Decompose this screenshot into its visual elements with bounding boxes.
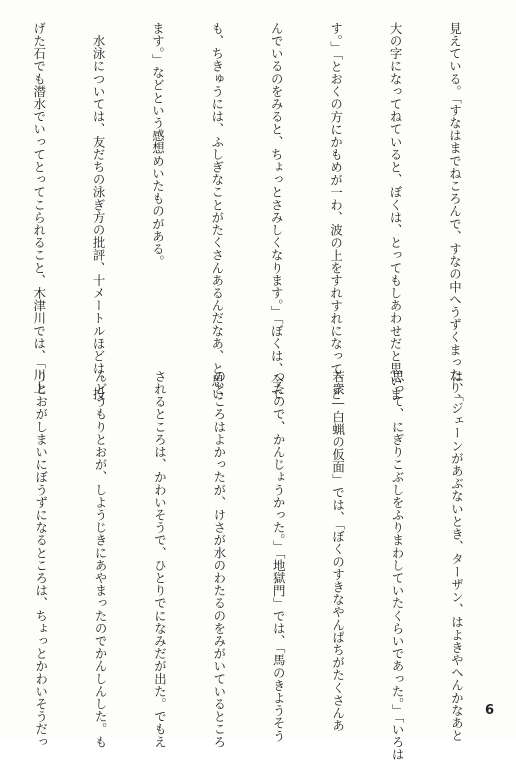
text-column: ます。」などという感想めいたものがある。 <box>150 22 166 268</box>
text-column: んどうもりとおが、しようじきにあやまったのでかんしんした。も <box>93 370 109 748</box>
text-column: 見えている。「すなはまでねころんで、すなの中へうずくまったり、 <box>447 22 463 407</box>
text-column: されるところは、かわいそうで、ひとりでになみだが出た。でもえ <box>152 370 168 748</box>
page-number: 6 <box>484 703 494 718</box>
text-column: げた石でも潜水でいってとってこられること、木津川では、「川上 <box>31 22 47 394</box>
text-column: 若衆―白蝋の仮面」では、「ぼくのすきなやんぱちがたくさんあ <box>330 370 346 732</box>
text-column: 大の字になってねていると、ぼくは、とってもしあわせだと思いま <box>388 22 404 400</box>
text-column: は、「ジェーンがあぶないとき、ターザン、はよきやへんかなあと <box>449 370 465 742</box>
text-block-upper <box>14 22 504 407</box>
text-column: す。」「とおくの方にかもめが一わ、波の上をすれすれになって、と <box>328 22 344 401</box>
text-column: つたので、かんじょうかった。」「地獄門」では、「馬のきようそう <box>271 370 287 742</box>
text-block-lower <box>33 370 506 761</box>
text-column: りとおがしまいにぼうずになるところは、ちょっとかわいそうだっ <box>33 370 49 748</box>
text-column: のところはよかったが、けさが水のわたるのをみがいているところ <box>211 370 227 748</box>
text-column: 水泳については、友だちの泳ぎ方の批評、十メートルほどは、投 <box>91 22 107 400</box>
text-column: んでいるのをみると、ちょっとさみしくなります。」「ぼくは、今で <box>269 22 285 401</box>
text-column: も、ちきゅうには、ふしぎなことがたくさんあるんだなあ、と思い <box>209 22 225 400</box>
text-column: 思って、にぎりこぶしをふりまわしていたくらいであった。」「いろは <box>390 370 406 761</box>
